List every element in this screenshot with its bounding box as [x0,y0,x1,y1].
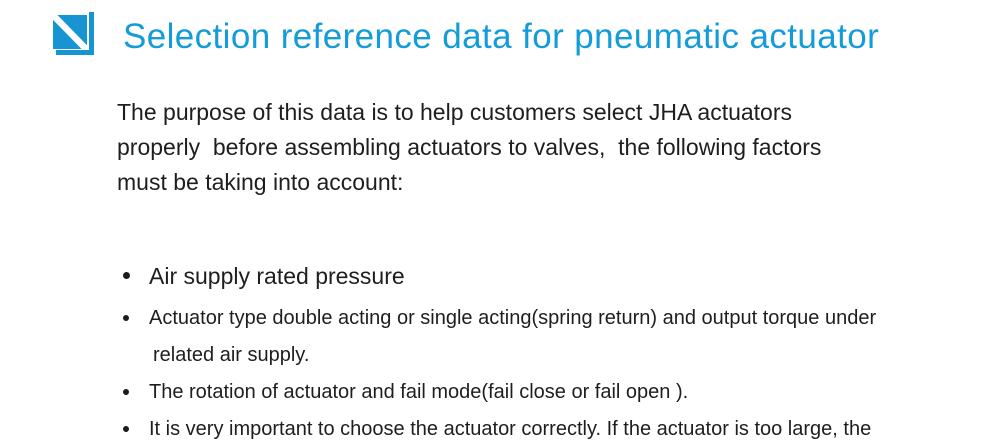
list-item-choose-correctly [122,411,876,448]
intro-line-1: The purpose of this data is to help customers select JHA actuators [117,99,793,125]
intro-line-2: properly before assembling actuators to valves, the following factors [117,134,822,160]
logo-frame-bottom [56,50,94,55]
bullet-line: Air supply rated pressure [149,263,405,289]
bullet-line: Actuator type double acting or single acting(spring return) and output torque under [149,307,877,329]
bullet-dot-icon [123,315,129,321]
bullet-text [149,300,876,374]
intro-paragraph [117,95,821,200]
bullet-line-continuation: related air supply. [153,344,310,366]
bullet-dot-icon [123,389,129,395]
list-item-air-supply [122,258,876,294]
page-title: Selection reference data for pneumatic actuator [123,17,880,56]
bullet-text [149,374,688,411]
bullet-line: The rotation of actuator and fail mode(fail close or fail open ). [149,381,689,403]
logo-frame-right [89,12,94,55]
list-item-rotation-fail-mode [122,374,876,411]
list-item-actuator-type [122,300,876,374]
company-logo-icon [53,12,95,57]
bullet-text [149,411,871,448]
bullet-text [149,258,405,294]
bullet-dot-icon [123,426,129,432]
intro-line-3: must be taking into account: [117,169,404,195]
bullet-list [122,258,876,448]
bullet-line: It is very important to choose the actuator correctly. If the actuator is too large, the [149,418,872,440]
bullet-dot-icon [123,272,130,279]
